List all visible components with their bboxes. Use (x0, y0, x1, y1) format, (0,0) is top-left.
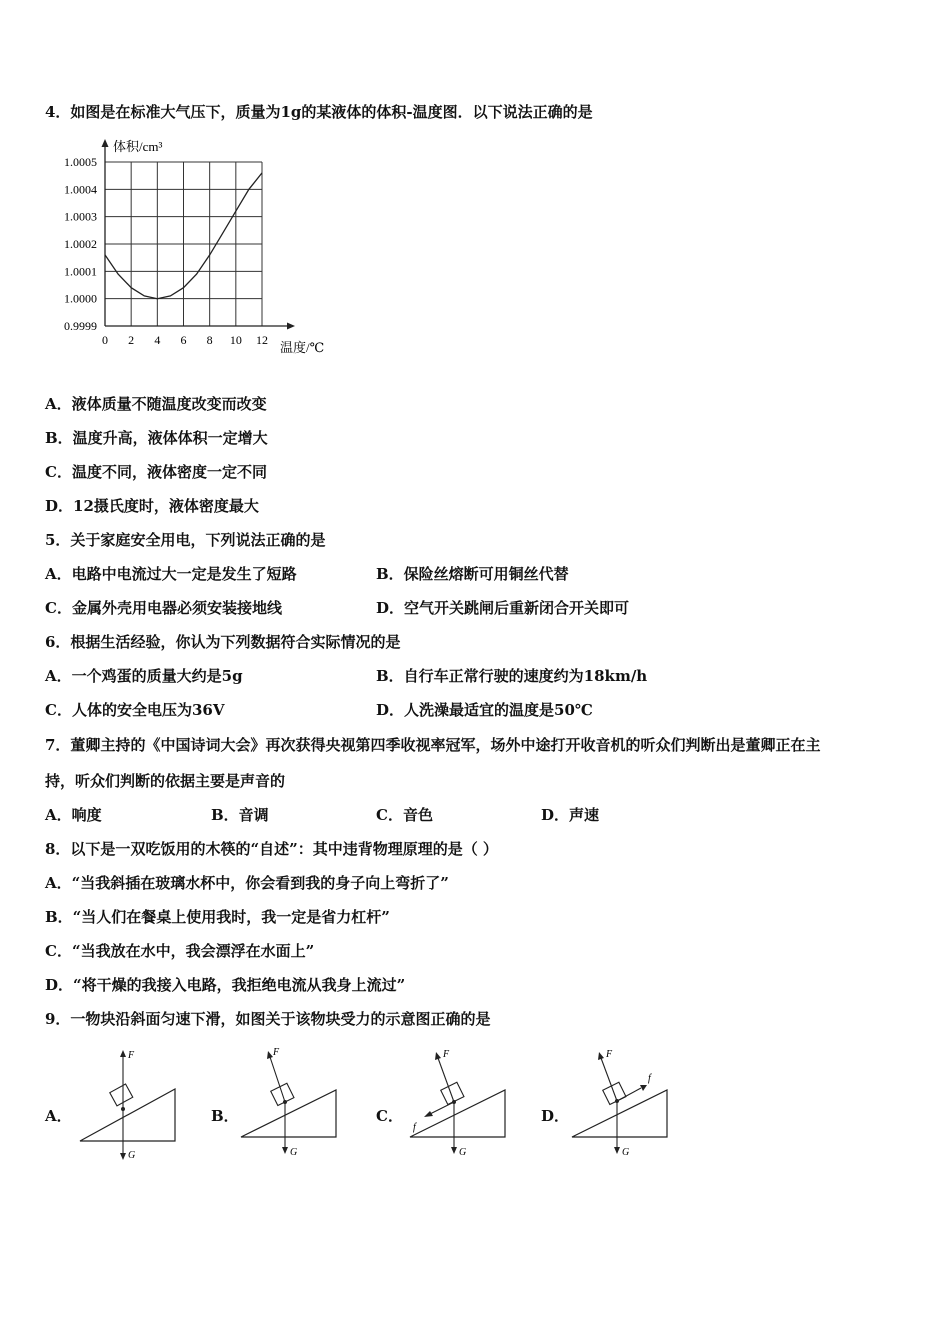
chart-x-arrow (287, 323, 295, 330)
force-label-f: F (128, 1050, 135, 1061)
chart-x-tick-label: 10 (229, 333, 242, 347)
chart-y-tick-label: 1.0004 (64, 182, 97, 197)
q5-option-b: B．保险丝熔断可用铜丝代替 (376, 565, 569, 583)
q5-option-d: D．空气开关跳闸后重新闭合开关即可 (376, 599, 630, 617)
chart-y-tick-label: 1.0005 (64, 155, 97, 169)
force-diagram-b (239, 1044, 344, 1166)
chart-x-ticks (102, 333, 268, 347)
q9-label-d: D． (541, 1107, 570, 1125)
q4-stem: 4．如图是在标准大气压下，质量为1g的某液体的体积-温度图．以下说法正确的是 (45, 103, 593, 121)
force-label-g: G (622, 1147, 630, 1158)
q4-option-b: B．温度升高，液体体积一定增大 (45, 429, 268, 447)
chart-y-label: 体积/cm³ (113, 139, 163, 154)
q4-option-d: D．12摄氏度时，液体密度最大 (45, 497, 259, 515)
q5-stem: 5．关于家庭安全用电，下列说法正确的是 (45, 531, 326, 549)
q8-stem: 8．以下是一双吃饭用的木筷的“自述”：其中违背物理原理的是（ ） (45, 840, 498, 858)
q4-option-a: A．液体质量不随温度改变而改变 (45, 395, 267, 413)
q6-option-d: D．人洗澡最适宜的温度是50℃ (376, 701, 593, 719)
q6-option-a: A．一个鸡蛋的质量大约是5g (45, 667, 243, 685)
chart-y-tick-label: 0.9999 (64, 319, 97, 333)
q7-option-b: B．音调 (211, 806, 269, 824)
chart-axes (102, 139, 296, 330)
q9-label-b: B． (211, 1107, 239, 1125)
force-label-f: F (273, 1047, 280, 1058)
q8-option-b: B．“当人们在餐桌上使用我时，我一定是省力杠杆” (45, 908, 390, 926)
volume-temperature-chart (55, 136, 345, 366)
chart-y-tick-label: 1.0003 (64, 209, 97, 224)
q6-option-c: C．人体的安全电压为36V (45, 701, 225, 719)
q7-option-a: A．响度 (45, 806, 102, 824)
chart-y-ticks (64, 155, 97, 333)
q7-stem-line1: 7．董卿主持的《中国诗词大会》再次获得央视第四季收视率冠军，场外中途打开收音机的听众们判断出是董卿正在主 (45, 736, 821, 754)
q9-label-a: A． (45, 1107, 72, 1125)
chart-x-label: 温度/℃ (280, 340, 325, 355)
chart-x-tick-label: 2 (128, 333, 135, 347)
q8-option-d: D．“将干燥的我接入电路，我拒绝电流从我身上流过” (45, 976, 406, 994)
chart-x-tick-label: 12 (256, 333, 268, 347)
chart-x-tick-label: 8 (206, 333, 213, 347)
q6-option-b: B．自行车正常行驶的速度约为18km/h (376, 667, 648, 685)
force-diagram-a (78, 1044, 183, 1166)
chart-x-tick-label: 0 (102, 333, 108, 347)
chart-y-tick-label: 1.0000 (64, 291, 97, 306)
chart-y-tick-label: 1.0001 (64, 264, 97, 279)
q8-option-c: C．“当我放在水中，我会漂浮在水面上” (45, 942, 315, 960)
chart-grid (105, 162, 262, 326)
force-label-g: G (459, 1147, 467, 1158)
force-label-friction: f (648, 1073, 651, 1084)
q6-stem: 6．根据生活经验，你认为下列数据符合实际情况的是 (45, 633, 401, 651)
force-label-f-support: F (443, 1049, 450, 1060)
force-diagram-d (570, 1044, 675, 1166)
chart-y-tick-label: 1.0002 (64, 237, 97, 251)
q5-option-a: A．电路中电流过大一定是发生了短路 (45, 565, 297, 583)
q9-label-c: C． (376, 1107, 403, 1125)
force-label-f-support: F (606, 1049, 613, 1060)
q9-stem: 9．一物块沿斜面匀速下滑，如图关于该物块受力的示意图正确的是 (45, 1010, 491, 1028)
q7-stem-line2: 持，听众们判断的依据主要是声音的 (45, 772, 286, 790)
chart-y-arrow (102, 139, 109, 147)
q4-option-c: C．温度不同，液体密度一定不同 (45, 463, 267, 481)
q8-option-a: A．“当我斜插在玻璃水杯中，你会看到我的身子向上弯折了” (45, 874, 449, 892)
q7-option-c: C．音色 (376, 806, 433, 824)
force-label-g: G (290, 1147, 298, 1158)
q7-option-d: D．声速 (541, 806, 600, 824)
chart-x-tick-label: 4 (154, 333, 161, 347)
chart-x-tick-label: 6 (180, 333, 187, 347)
force-diagram-c (408, 1044, 513, 1166)
q5-option-c: C．金属外壳用电器必须安装接地线 (45, 599, 282, 617)
force-label-friction: f (413, 1122, 416, 1133)
force-label-g: G (128, 1150, 136, 1161)
